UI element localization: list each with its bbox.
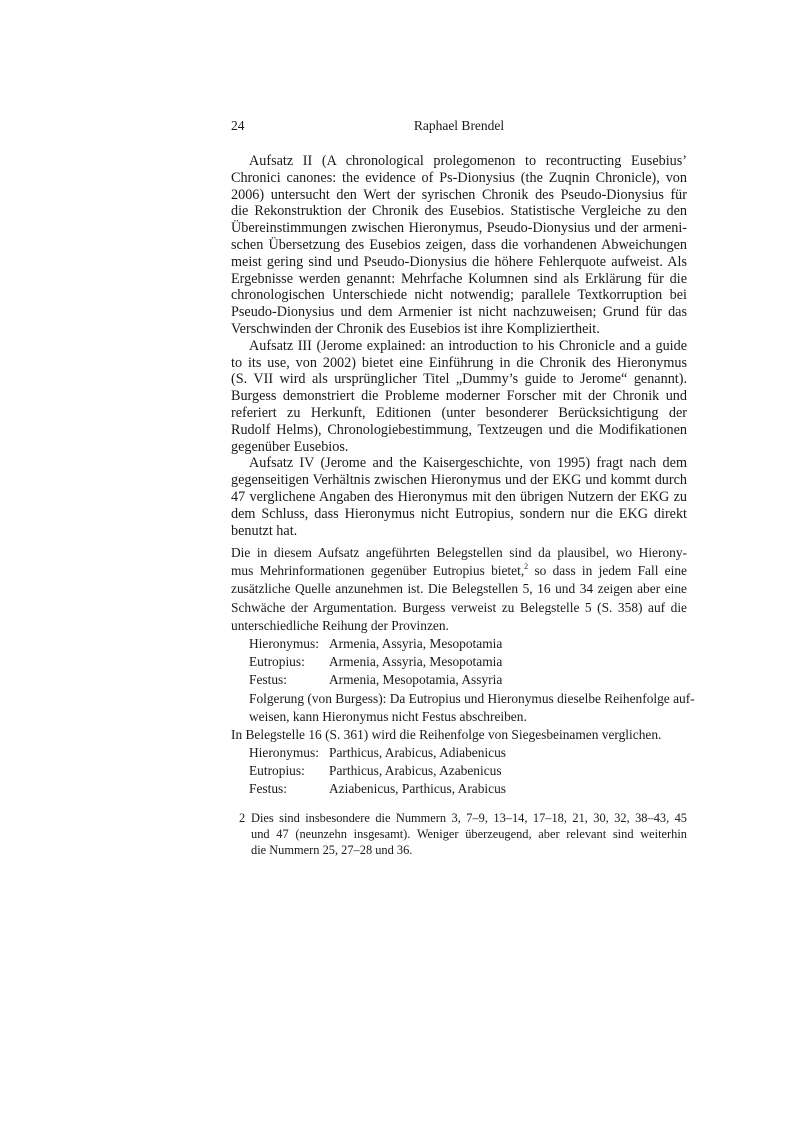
text-line: zusätzliche Quelle anzunehmen ist. Die Belegstellen 5, 16 und 34 zeigen aber eine bbox=[231, 581, 687, 597]
comparison-row bbox=[231, 635, 687, 653]
argument-section bbox=[231, 544, 695, 799]
source-order: Armenia, Mesopotamia, Assyria bbox=[329, 672, 503, 688]
footnote-line: die Nummern 25, 27–28 und 36. bbox=[251, 843, 413, 857]
text-line: Aufsatz III (Jerome explained: an introduction to his Chronicle and a guide bbox=[249, 337, 687, 354]
source-order: Armenia, Assyria, Mesopotamia bbox=[329, 635, 503, 651]
footnote-number: 2 bbox=[239, 811, 246, 825]
comparison-row bbox=[231, 762, 687, 780]
footnote-ref[interactable]: 2 bbox=[524, 562, 529, 572]
text-line: unterschiedliche Reihung der Provinzen. bbox=[231, 617, 449, 633]
text-line: Die in diesem Aufsatz angeführten Belegstellen sind da plausibel, wo Hierony- bbox=[231, 545, 687, 560]
paragraph bbox=[231, 455, 687, 539]
text-line: benutzt hat. bbox=[231, 522, 298, 539]
text-line: dem Schluss, dass Hieronymus nicht Eutropius, sondern nur die EKG direkt bbox=[231, 505, 687, 522]
text-line: Schwäche der Argumentation. Burgess verweist zu Belegstelle 5 (S. 358) auf die bbox=[231, 599, 687, 615]
text-line: Übereinstimmungen zwischen Hieronymus, Pseudo-Dionysius und der armeni- bbox=[231, 220, 687, 237]
conclusion-line: Folgerung (von Burgess): Da Eutropius und Hieronymus dieselbe Reihenfolge auf- bbox=[249, 690, 695, 706]
conclusion-line: weisen, kann Hieronymus nicht Festus abschreiben. bbox=[249, 708, 527, 724]
comparison-row bbox=[231, 744, 687, 762]
text-line: In Belegstelle 16 (S. 361) wird die Reihenfolge von Siegesbeinamen verglichen. bbox=[231, 726, 662, 742]
source-order: Aziabenicus, Parthicus, Arabicus bbox=[329, 781, 507, 797]
text-line: gegenseitigen Verhältnis zwischen Hieronymus und der EKG und kommt durch bbox=[231, 472, 687, 489]
text-span: so dass in jedem Fall eine bbox=[534, 563, 687, 579]
source-name: Hieronymus: bbox=[249, 635, 319, 651]
text-line: meist gering sind und Pseudo-Dionysius die höhere Fehlerquote aufweist. Als bbox=[231, 253, 687, 270]
text-line: 47 verglichene Angaben des Hieronymus mit den übrigen Nutzern der EKG zu bbox=[231, 488, 687, 505]
text-line: Burgess demonstriert die Probleme moderner Forscher mit der Chronik und bbox=[231, 388, 687, 405]
source-name: Festus: bbox=[249, 781, 287, 797]
paragraph bbox=[231, 338, 687, 456]
source-order: Parthicus, Arabicus, Azabenicus bbox=[329, 763, 502, 779]
comparison-row bbox=[231, 780, 687, 798]
text-line: Aufsatz II (A chronological prolegomenon to recontructing Eusebius’ bbox=[249, 153, 687, 169]
page-number: 24 bbox=[231, 118, 245, 133]
source-name: Festus: bbox=[249, 672, 287, 688]
text-line: Chronici canones: the evidence of Ps-Dionysius (the Zuqnin Chronicle), von bbox=[231, 169, 687, 186]
text-line: gegenüber Eusebios. bbox=[231, 438, 349, 455]
text-line: Verschwinden der Chronik des Eusebios ist ihre Kompliziertheit. bbox=[231, 320, 600, 337]
footnote-line: Dies sind insbesondere die Nummern 3, 7–9, 13–14, 17–18, 21, 30, 32, 38–43, 45 bbox=[251, 811, 687, 825]
paragraph bbox=[231, 153, 687, 338]
running-header bbox=[231, 118, 687, 136]
source-name: Eutropius: bbox=[249, 763, 305, 779]
source-order: Armenia, Assyria, Mesopotamia bbox=[329, 654, 503, 670]
text-line: Pseudo-Dionysius und dem Armenier ist nicht nachzuweisen; Grund für das bbox=[231, 304, 687, 321]
text-line: to its use, von 2002) bietet eine Einführung in die Chronik des Hieronymus bbox=[231, 354, 687, 371]
source-name: Hieronymus: bbox=[249, 745, 319, 761]
text-span: mus Mehrinformationen gegenüber Eutropius bietet, bbox=[231, 563, 525, 579]
source-name: Eutropius: bbox=[249, 654, 305, 670]
text-line: die Rekonstruktion der Chronik des Eusebios. Statistische Vergleiche zu den bbox=[231, 203, 687, 220]
text-line: 2006) untersucht den Wert der syrischen Chronik des Pseudo-Dionysius für bbox=[231, 186, 687, 203]
footnote-line: und 47 (neunzehn insgesamt). Weniger überzeugend, aber relevant sind weiterhin bbox=[251, 827, 687, 841]
text-line: Aufsatz IV (Jerome and the Kaisergeschichte, von 1995) fragt nach dem bbox=[249, 455, 687, 472]
comparison-row bbox=[231, 671, 687, 689]
text-line: chronologischen Unterschiede nicht notwendig; parallele Textkorruption bei bbox=[231, 287, 687, 304]
text-line: (S. VII wird als ursprünglicher Titel „Dummy’s guide to Jerome“ genannt). bbox=[231, 371, 687, 388]
source-order: Parthicus, Arabicus, Adiabenicus bbox=[329, 745, 507, 761]
comparison-row bbox=[231, 653, 687, 671]
main-text bbox=[231, 153, 687, 539]
text-line: schen Übersetzung des Eusebios zeigen, dass die vorhandenen Abweichungen bbox=[231, 236, 687, 253]
text-line bbox=[231, 562, 687, 580]
text-line: referiert zu Herkunft, Editionen (unter besonderer Berücksichtigung der bbox=[231, 404, 687, 421]
text-line: Rudolf Helms), Chronologiebestimmung, Textzeugen und die Modifikationen bbox=[231, 421, 687, 438]
running-author: Raphael Brendel bbox=[413, 118, 505, 133]
text-line: Ergebnisse werden genannt: Mehrfache Kolumnen sind als Erklärung für die bbox=[231, 270, 687, 287]
comparison-table bbox=[231, 744, 687, 799]
footnote bbox=[231, 810, 687, 858]
comparison-table bbox=[231, 635, 687, 690]
